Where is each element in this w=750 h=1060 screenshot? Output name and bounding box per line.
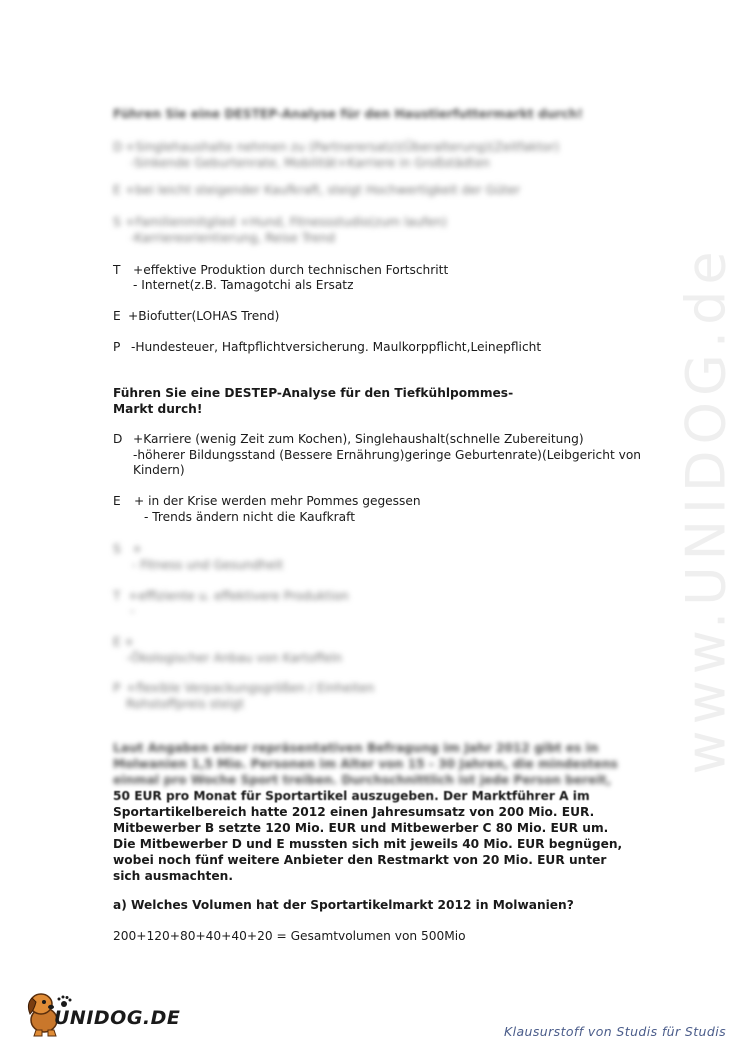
s2-p-line1: +flexible Verpackungsgrößen / Einheiten [126,681,375,695]
s1-p-letter: P [113,340,121,354]
s2-e2-letter: E [113,635,121,649]
s2-p-letter: P [113,681,121,695]
s3-para-6: sich ausmachten. [113,869,233,883]
s1-t-line2: - Internet(z.B. Tamagotchi als Ersatz [133,278,354,292]
paw-icon [58,996,72,1008]
s2-d-line3: Kindern) [133,463,185,477]
watermark: www.UNIDOG.de [674,245,738,775]
s1-e-letter: E [113,183,121,197]
s2-t-letter: T [113,589,121,603]
s3-para-5: wobei noch fünf weitere Anbieter den Restmarkt von 20 Mio. EUR unter [113,853,607,867]
s3-answer: 200+120+80+40+40+20 = Gesamtvolumen von 500Mio [113,929,466,943]
s2-s-line1: + [132,542,143,556]
s1-e-line1: +bei leicht steigender Kaufkraft, steigt Hochwertigkeit der Güter [125,183,521,197]
s1-p-line1: -Hundesteuer, Haftpflichtversicherung. Maulkorppflicht,Leinepflicht [131,340,542,354]
s3-question: a) Welches Volumen hat der Sportartikelmarkt 2012 in Molwanien? [113,898,574,912]
section2-heading-line1: Führen Sie eine DESTEP-Analyse für den Tiefkühlpommes- [113,386,514,400]
section1-heading: Führen Sie eine DESTEP-Analyse für den Haustierfuttermarkt durch! [113,107,583,121]
s2-e-line1: + in der Krise werden mehr Pommes gegessen [134,494,421,508]
s2-e-line2: - Trends ändern nicht die Kaufkraft [144,510,356,524]
s2-e2-line2: -Ökologischer Anbau von Kartoffeln [126,651,343,665]
s3-para-blur-3: einmal pro Woche Sport treiben. Durchschnittlich ist jede Person bereit, [113,773,612,787]
s2-p-line2: Rohstoffpreis steigt [126,697,245,711]
s3-para-3: Mitbewerber B setzte 120 Mio. EUR und Mitbewerber C 80 Mio. EUR um. [113,821,609,835]
s3-para-4: Die Mitbewerber D und E mussten sich mit jeweils 40 Mio. EUR begnügen, [113,837,623,851]
s3-para-blur-2: Molwanien 1,5 Mio. Personen im Alter von 15 - 30 Jahren, die mindestens [113,757,618,771]
section2-heading-line2: Markt durch! [113,402,203,416]
s2-s-letter: S [113,542,121,556]
s2-e-letter: E [113,494,121,508]
s3-para-2: Sportartikelbereich hatte 2012 einen Jahresumsatz von 200 Mio. EUR. [113,805,595,819]
s3-para-1: 50 EUR pro Monat für Sportartikel auszugeben. Der Marktführer A im [113,789,590,803]
s2-t-line1: +effiziente u. effektivere Produktion [128,589,349,603]
s2-s-line2: - Fitness und Gesundheit [132,558,284,572]
s2-e2-line1: + [124,635,135,649]
s1-s-line1: +Familienmitglied +Hund, Fitnessstudio(zum laufen) [125,215,447,229]
s2-d-line2: -höherer Bildungsstand (Bessere Ernährung)geringe Geburtenrate)(Leibgericht von [133,448,641,462]
unidog-logo-text: UNIDOG.DE [54,1007,181,1029]
s1-e2-letter: E [113,309,121,323]
s1-t-line1: +effektive Produktion durch technischen Fortschritt [133,263,449,277]
s2-d-letter: D [113,432,123,446]
s1-d-line1: +Singlehaushalte nehmen zu (Partnerersatz)(Überalterung)(Zeitfaktor) [125,140,560,154]
s1-t-letter: T [113,263,121,277]
dog-icon [28,994,57,1036]
s1-s-letter: S [113,215,121,229]
footer-tagline: Klausurstoff von Studis für Studis [504,1024,726,1039]
s2-t-line2: - [130,604,135,618]
s3-para-blur-1: Laut Angaben einer repräsentativen Befragung im Jahr 2012 gibt es in [113,741,599,755]
s1-e2-line1: +Biofutter(LOHAS Trend) [128,309,280,323]
s1-d-line2: -Sinkende Geburtenrate, Mobilität+Karriere in Großstädten [130,156,490,170]
s1-d-letter: D [113,140,123,154]
s2-d-line1: +Karriere (wenig Zeit zum Kochen), Singlehaushalt(schnelle Zubereitung) [133,432,584,446]
s1-s-line2: -Karriereorientierung, Reise Trend [130,231,336,245]
